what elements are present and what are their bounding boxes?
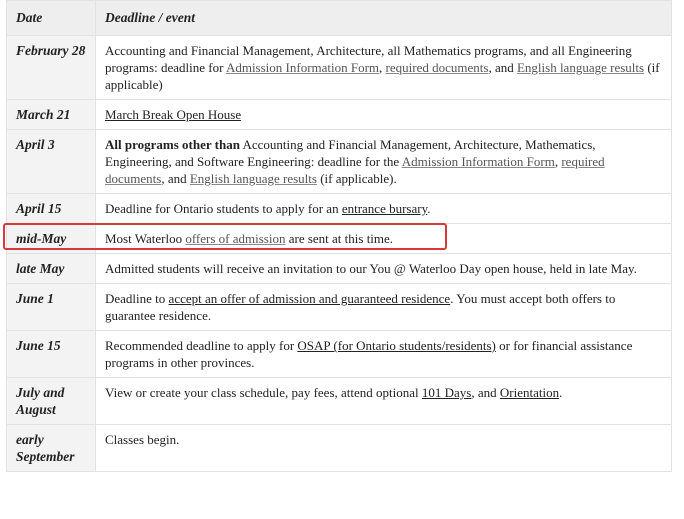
row-description xyxy=(96,331,672,378)
description-text: , xyxy=(554,154,562,169)
description-text: Classes begin. xyxy=(105,432,180,447)
description-text: Most Waterloo xyxy=(105,231,186,246)
event-link[interactable]: Admission Information Form xyxy=(401,154,555,169)
description-text: (if applicable) xyxy=(105,60,660,92)
row-description xyxy=(96,378,672,425)
description-text: , and xyxy=(488,60,517,75)
row-date: April 15 xyxy=(7,194,96,224)
table-row xyxy=(7,425,672,472)
event-link[interactable]: English language results xyxy=(189,171,317,186)
description-text: are sent at this time. xyxy=(285,231,394,246)
event-link[interactable]: entrance bursary xyxy=(341,201,428,216)
event-link[interactable]: Admission Information Form xyxy=(225,60,380,75)
row-description xyxy=(96,224,672,254)
description-text: (if applicable). xyxy=(316,171,397,186)
event-link[interactable]: 101 Days xyxy=(421,385,472,400)
table-row xyxy=(7,100,672,130)
description-text: Accounting and Financial Management, Architecture, Mathematics, Engineering, and Software Engineering: deadline for the xyxy=(105,137,596,169)
description-text: or for financial assistance programs in other provinces. xyxy=(105,338,633,370)
description-text: , and xyxy=(471,385,500,400)
event-link[interactable]: accept an offer of admission and guaranteed residence xyxy=(168,291,451,306)
row-description xyxy=(96,284,672,331)
description-text: , xyxy=(379,60,386,75)
description-text: Accounting and Financial Management, Architecture, all Mathematics programs, and all Engineering programs: deadline for xyxy=(105,43,632,75)
row-date: July and August xyxy=(7,378,96,425)
event-link[interactable]: English language results xyxy=(516,60,645,75)
description-text: View or create your class schedule, pay fees, attend optional xyxy=(105,385,422,400)
row-description xyxy=(96,194,672,224)
description-text: Recommended deadline to apply for xyxy=(105,338,298,353)
event-link[interactable]: March Break Open House xyxy=(105,107,242,122)
row-date: April 3 xyxy=(7,130,96,194)
table-row xyxy=(7,194,672,224)
description-text: Admitted students will receive an invitation to our You @ Waterloo Day open house, held in late May. xyxy=(105,261,637,276)
event-link[interactable]: offers of admission xyxy=(185,231,286,246)
row-description xyxy=(96,425,672,472)
description-text: , and xyxy=(161,171,190,186)
emphasis-text: All programs other than xyxy=(105,137,240,152)
row-date: June 1 xyxy=(7,284,96,331)
event-column-header: Deadline / event xyxy=(96,1,672,36)
row-description xyxy=(96,130,672,194)
event-link[interactable]: required documents xyxy=(385,60,489,75)
row-date: February 28 xyxy=(7,36,96,100)
event-link[interactable]: OSAP (for Ontario students/residents) xyxy=(297,338,496,353)
row-date: early September xyxy=(7,425,96,472)
table-header-row xyxy=(7,1,672,36)
row-description xyxy=(96,100,672,130)
table-row xyxy=(7,284,672,331)
description-text: Deadline for Ontario students to apply for an xyxy=(105,201,342,216)
event-link[interactable]: Orientation xyxy=(499,385,560,400)
row-date: late May xyxy=(7,254,96,284)
date-column-header: Date xyxy=(7,1,96,36)
deadlines-table-container xyxy=(6,0,671,472)
table-row xyxy=(7,224,672,254)
description-text: Deadline to xyxy=(105,291,169,306)
table-row xyxy=(7,36,672,100)
description-text: . You must accept both offers to guarantee residence. xyxy=(105,291,616,323)
description-text: . xyxy=(427,201,431,216)
row-date: March 21 xyxy=(7,100,96,130)
table-row xyxy=(7,130,672,194)
table-body xyxy=(7,36,672,472)
row-date: June 15 xyxy=(7,331,96,378)
table-row xyxy=(7,331,672,378)
row-description xyxy=(96,36,672,100)
row-description xyxy=(96,254,672,284)
row-date: mid-May xyxy=(7,224,96,254)
description-text: . xyxy=(559,385,563,400)
table-row xyxy=(7,254,672,284)
deadlines-table xyxy=(6,0,672,472)
table-row xyxy=(7,378,672,425)
event-link[interactable]: required documents xyxy=(105,154,605,186)
